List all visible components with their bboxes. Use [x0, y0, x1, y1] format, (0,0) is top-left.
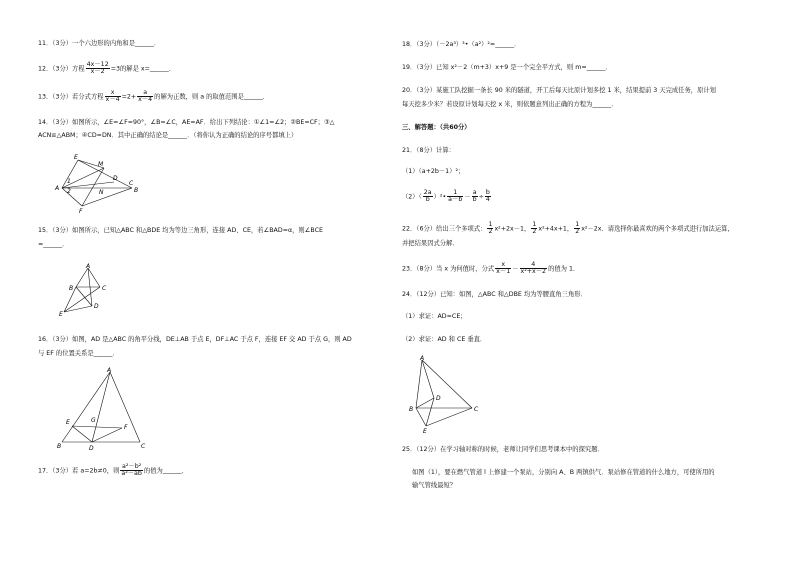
q16-label-B: B — [57, 443, 62, 450]
q21-2-fraction-1 — [423, 190, 433, 203]
q14-label-C: C — [129, 180, 134, 187]
q21-2-numerator-4: b — [485, 189, 490, 196]
q21-2-prefix: （2）（ — [402, 193, 422, 201]
q22-prefix: 22．（6分）给出三个多项式： — [402, 225, 487, 233]
q22-half-1-num: 1 — [488, 221, 493, 228]
q23-suffix: 的值为 1． — [548, 265, 580, 273]
q12-prefix: 12．（3分）方程 — [38, 65, 85, 73]
q17-fraction — [120, 464, 143, 477]
q23-prefix: 23．（8分）当 x 为何值时，分式 — [402, 265, 495, 273]
q21-2-denominator-4: 4 — [485, 196, 490, 203]
question-25-line-2: 如图（1），要在燃气管道 l 上修建一个泵站，分别向 A、B 两镇供气．泵站修在管道的什么地方，可使所用的 — [412, 469, 715, 476]
q22-half-3-num: 1 — [575, 221, 580, 228]
q21-2-denominator-3: b — [472, 196, 477, 203]
q12-denominator: x－2 — [90, 68, 105, 75]
q21-2-denominator-2: a－b — [448, 196, 463, 203]
q14-label-N: N — [99, 189, 104, 196]
q22-half-2-num: 1 — [532, 221, 537, 228]
q13-denominator-2: x－4 — [138, 96, 153, 103]
q22-term-1: x²+2x－1， — [494, 225, 531, 233]
q21-2-fraction-2 — [447, 190, 463, 203]
q17-prefix: 17．（3分）若 a=2b≠0，则 — [38, 467, 120, 475]
q17-denominator: a²－ab — [121, 470, 142, 477]
question-16-line-1: 16．（3分）如图，AD 是△ABC 的角平分线，DE⊥AB 于点 E，DF⊥AC 于点 F，连接 EF 交 AD 于点 G，则 AD — [38, 336, 352, 343]
question-18: 18．（3分）（－2a³）³•（a²）²=______． — [402, 41, 521, 48]
q21-2-numerator-3: a — [472, 189, 477, 196]
q17-numerator: a²－b² — [122, 463, 142, 470]
q23-numerator-2: 4 — [520, 262, 548, 269]
q14-figure — [52, 152, 142, 214]
q13-denominator-1: x－4 — [105, 96, 120, 103]
q23-numerator-1: x — [495, 262, 511, 269]
question-15-line-1: 15．（3分）如图所示，已知△ABC 和△BDE 均为等边三角形，连接 AD、CE，若∠BAD=α，则∠BCE — [38, 227, 323, 234]
q24-label-E: E — [423, 428, 427, 434]
question-15-line-2: =______． — [38, 241, 69, 248]
q14-label-B: B — [134, 187, 139, 194]
q24-label-B: B — [409, 406, 414, 413]
q13-numerator-1: x — [105, 90, 121, 97]
q22-half-3 — [574, 222, 580, 235]
q16-label-D: D — [89, 445, 94, 452]
q22-half-3-den: 2 — [575, 228, 580, 235]
q23-denominator-1: x－1 — [496, 268, 511, 275]
q16-label-C: C — [141, 443, 146, 450]
q15-label-C: C — [102, 285, 107, 292]
q12-fraction — [86, 62, 110, 75]
q21-2-fraction-3 — [472, 190, 478, 203]
q22-half-1-den: 2 — [488, 228, 493, 235]
question-11: 11．（3分）一个六边形的内角和是______． — [38, 40, 161, 47]
question-21-part-1: （1）（a+2b－1）²； — [402, 168, 465, 175]
question-19: 19．（3分）已知 x²－2（m+3）x+9 是一个完全平方式，则 m=______． — [402, 64, 612, 71]
q14-label-A: A — [55, 185, 60, 192]
q21-2-numerator-1: 2a — [423, 189, 432, 196]
question-24-part-1: （1）求证：AD=CE； — [402, 313, 467, 320]
q21-2-denominator-1: b — [425, 196, 430, 203]
question-16-line-2: 与 EF 的位置关系是______． — [38, 350, 119, 357]
question-14-line-1: 14．（3分）如图所示，∠E=∠F=90°，∠B=∠C，AE=AF．给出下列结论：①∠1=∠2；②BE=CF；③△ — [38, 119, 335, 126]
q24-label-C: C — [474, 406, 479, 413]
q23-denominator-2: x²+x－2 — [520, 268, 547, 275]
q16-figure — [56, 364, 156, 454]
question-22-line-2: 并把结果因式分解． — [402, 240, 459, 247]
question-24-part-2: （2）求证：AD 和 CE 垂直． — [402, 336, 487, 343]
question-25: 25．（12分）在学习轴对称的时候，老师让同学们思考课本中的探究题． — [402, 446, 604, 453]
q24-label-D: D — [436, 395, 441, 402]
question-21: 21．（8分）计算： — [402, 147, 455, 154]
q13-prefix: 13．（3分）若分式方程 — [38, 93, 104, 101]
q23-fraction-1 — [495, 262, 511, 275]
q14-label-1: 1 — [67, 178, 71, 185]
question-13 — [38, 90, 269, 103]
question-17 — [38, 464, 188, 477]
q14-label-M: M — [98, 161, 104, 168]
q16-label-A: A — [107, 367, 112, 374]
question-12 — [38, 62, 175, 75]
q22-half-2-den: 2 — [532, 228, 537, 235]
question-21-part-2 — [402, 190, 492, 203]
q14-label-E: E — [74, 154, 78, 161]
q23-middle: － — [512, 265, 519, 273]
q15-label-D: D — [94, 303, 99, 310]
q12-suffix: =3的解是 x=______． — [110, 65, 176, 73]
q13-middle: =2+ — [121, 93, 137, 101]
q24-figure — [406, 352, 486, 434]
q15-label-A: A — [86, 263, 91, 270]
q16-label-F: F — [124, 424, 128, 431]
q13-fraction-2 — [137, 90, 153, 103]
question-25-line-3: 输气管线最短？ — [412, 482, 457, 489]
q15-figure — [56, 262, 116, 320]
q21-2-numerator-2: 1 — [447, 190, 463, 197]
q13-fraction-1 — [105, 90, 121, 103]
question-22 — [402, 222, 734, 235]
q22-half-2 — [531, 222, 537, 235]
question-14-line-2: ACN≌△ABM；④CD=DN．其中正确的结论是______．（将你认为正确的结论的序号都填上） — [38, 132, 298, 139]
q24-label-A: A — [420, 355, 425, 362]
q21-2-op-c: ÷ — [478, 193, 484, 201]
q13-suffix: 的解为正数，则 a 的取值范围是______． — [154, 93, 270, 101]
q15-label-E: E — [59, 311, 63, 318]
q15-label-B: B — [69, 285, 74, 292]
question-20-line-1: 20．（3分）某施工队挖掘一条长 90 米的隧道，开工后每天比原计划多挖 1 米，结果提前 3 天完成任务，原计划 — [402, 87, 716, 94]
q14-label-F: F — [79, 208, 83, 214]
q22-term-3: x²－2x．请选择你最喜欢的两个多项式进行加法运算， — [581, 225, 734, 233]
q17-suffix: 的值为______． — [143, 467, 188, 475]
question-20-line-2: 每天挖多少米？若设原计划每天挖 x 米，则依题意列出正确的方程为______． — [402, 101, 618, 108]
q22-term-2: x²+4x+1， — [538, 225, 574, 233]
q21-2-fraction-4 — [485, 190, 491, 203]
q12-numerator: 4x－12 — [86, 61, 109, 68]
section-heading: 三、解答题：（共60分） — [402, 124, 471, 131]
question-24: 24．（12分）已知：如图，△ABC 和△DBE 均为等腰直角三角形． — [402, 291, 587, 298]
q23-fraction-2 — [520, 262, 548, 275]
q16-label-G: G — [91, 417, 96, 424]
q22-half-1 — [487, 222, 493, 235]
q16-label-E: E — [66, 419, 70, 426]
q21-2-op-b: － — [464, 193, 471, 201]
q14-label-2: 2 — [67, 188, 71, 195]
q21-2-op-a: ）²• — [433, 193, 447, 201]
q13-numerator-2: a — [137, 90, 153, 97]
question-23 — [402, 262, 579, 275]
q14-label-D: D — [113, 175, 118, 182]
